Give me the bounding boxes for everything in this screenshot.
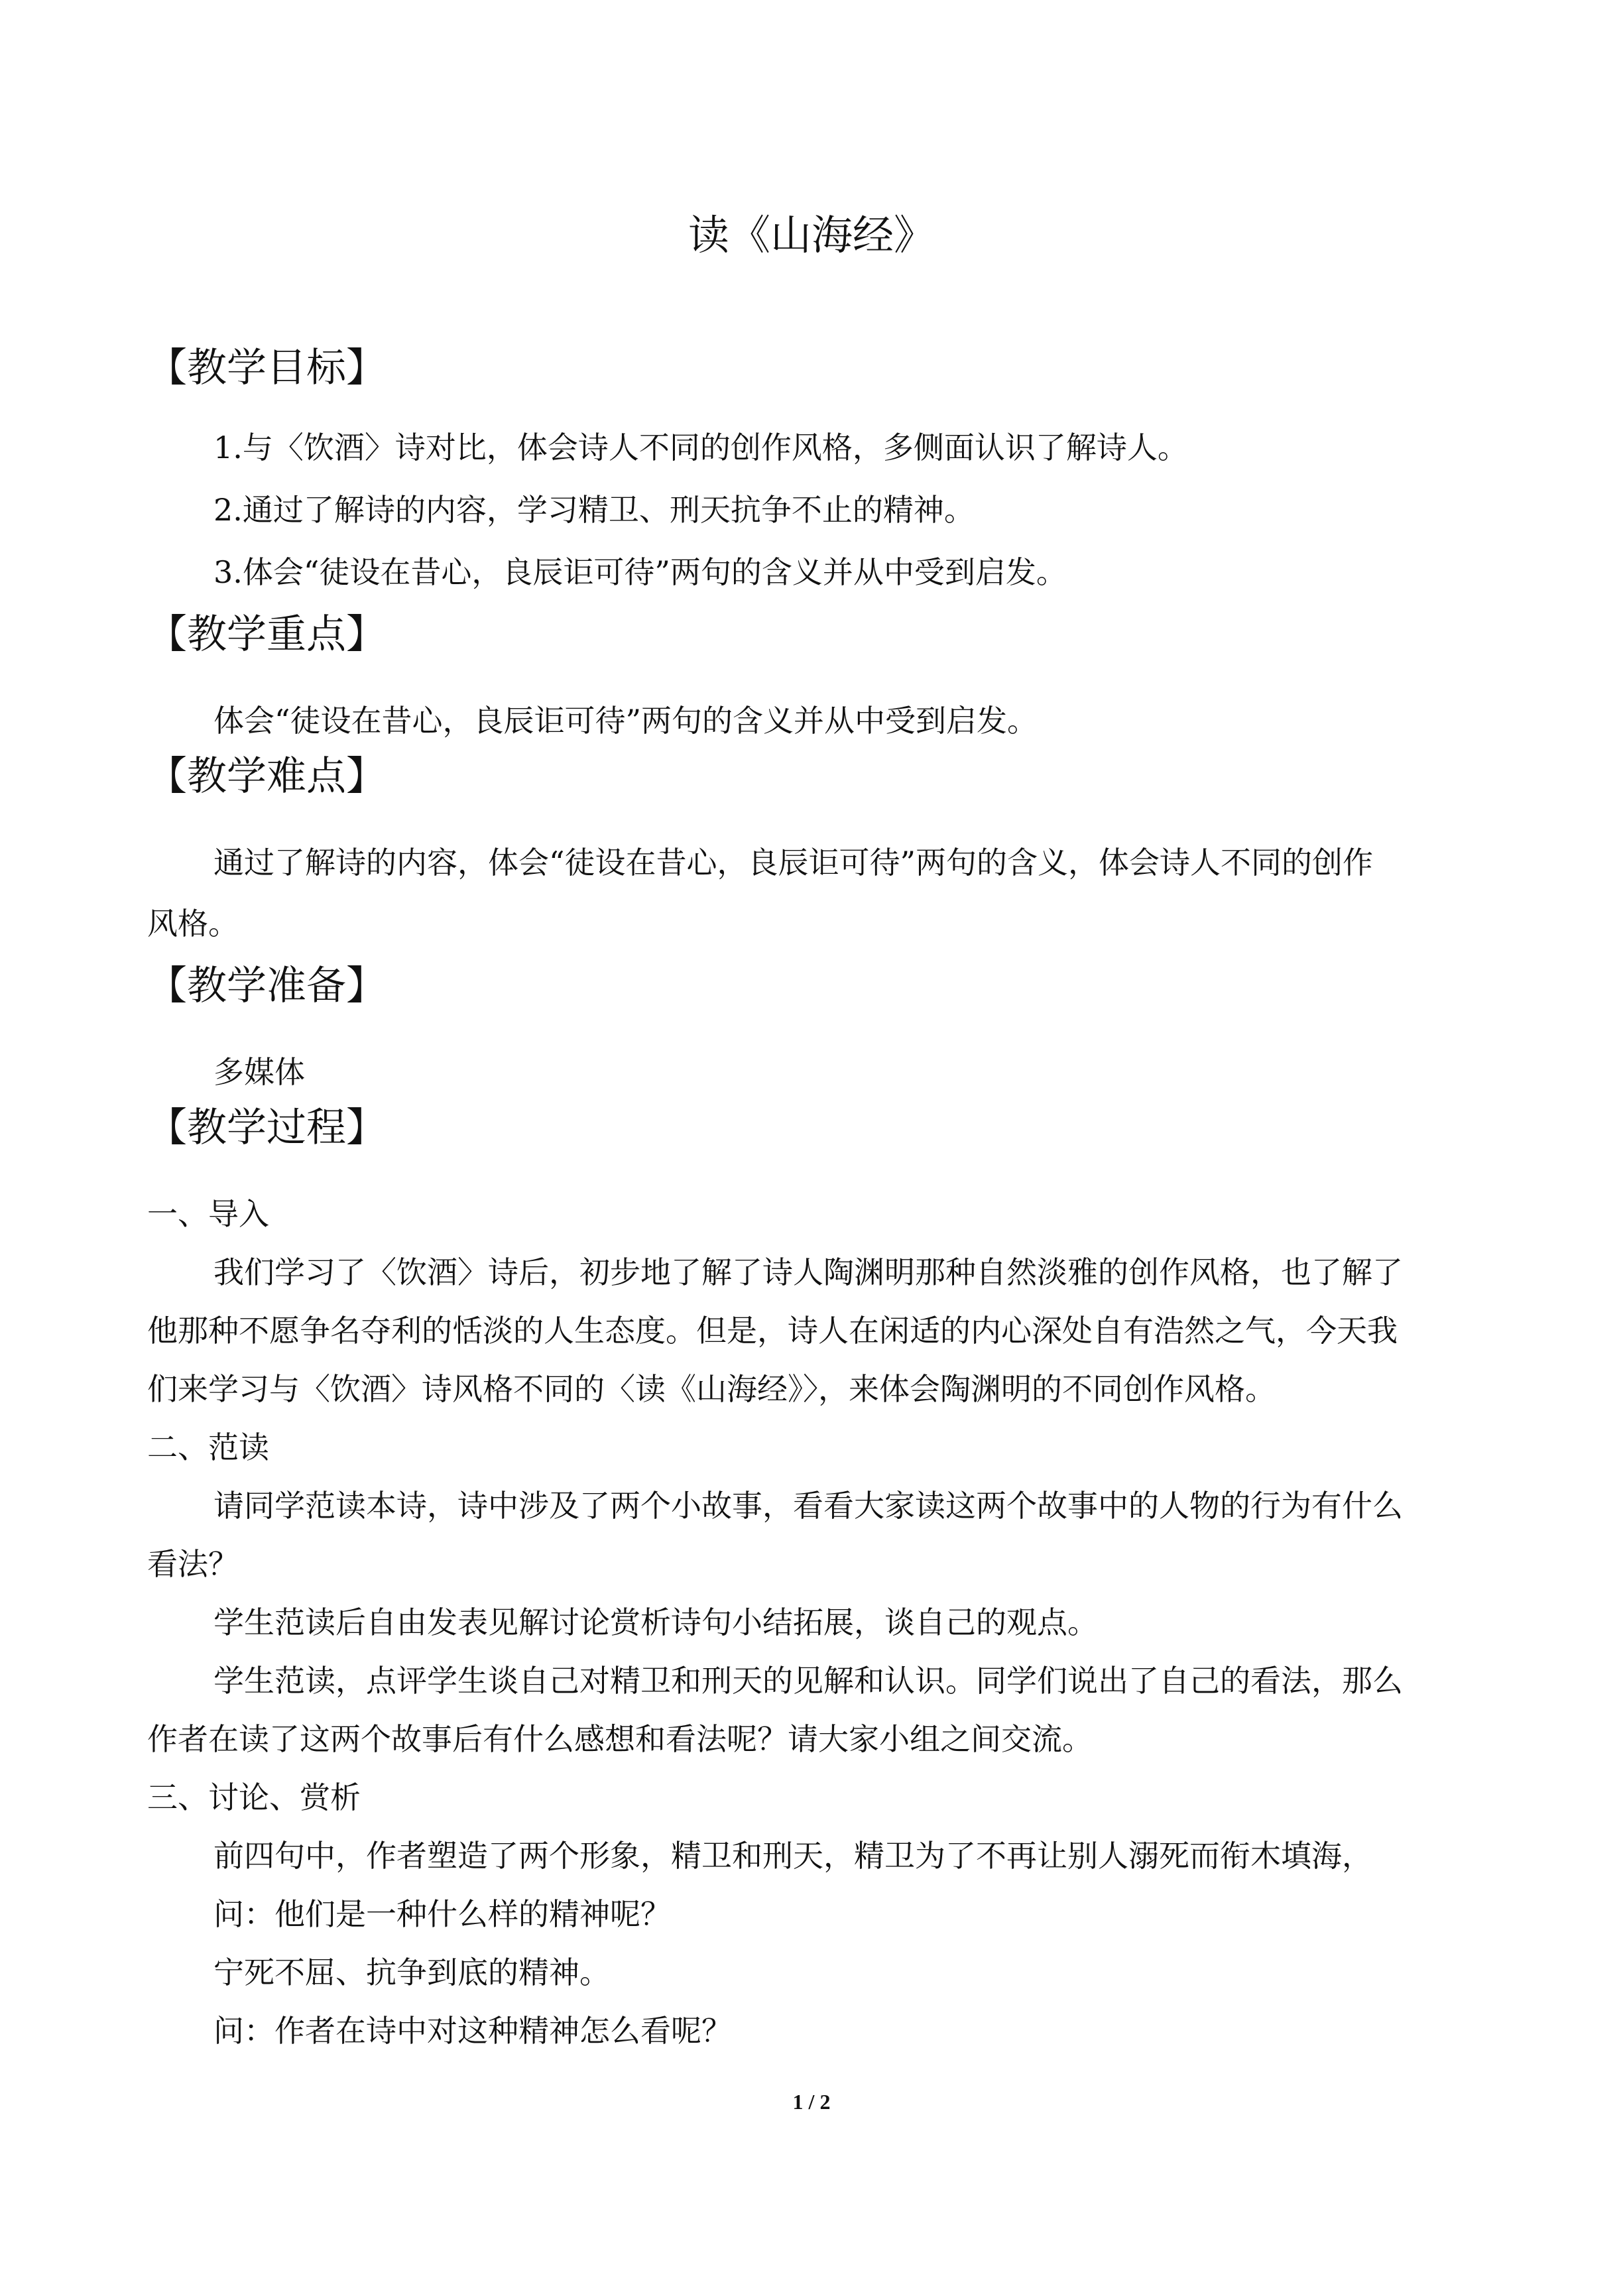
- page-number: 1 / 2: [792, 2090, 831, 2114]
- heading-key-points: 【教学重点】: [147, 611, 386, 658]
- heading-goals: 【教学目标】: [147, 345, 386, 391]
- goal-item-2: 2.通过了解诗的内容，学习精卫、刑天抗争不止的精神。: [213, 492, 975, 528]
- preparation-text: 多媒体: [213, 1054, 305, 1090]
- part-1-title: 一、导入: [147, 1196, 269, 1232]
- part-2-line-2: 看法？: [147, 1546, 239, 1582]
- heading-difficulties: 【教学难点】: [147, 753, 386, 800]
- part-3-title: 三、讨论、赏析: [147, 1780, 361, 1815]
- part-3-line-1: 前四句中，作者塑造了两个形象，精卫和刑天，精卫为了不再让别人溺死而衔木填海，: [213, 1838, 1372, 1874]
- part-1-line-2: 他那种不愿争名夺利的恬淡的人生态度。但是，诗人在闲适的内心深处自有浩然之气，今天我: [147, 1313, 1398, 1349]
- part-3-line-4: 问：作者在诗中对这种精神怎么看呢？: [213, 2013, 732, 2049]
- part-2-line-4: 学生范读，点评学生谈自己对精卫和刑天的见解和认识。同学们说出了自己的看法，那么: [213, 1663, 1403, 1699]
- heading-preparation: 【教学准备】: [147, 963, 386, 1009]
- part-2-line-5: 作者在读了这两个故事后有什么感想和看法呢？请大家小组之间交流。: [147, 1721, 1093, 1757]
- difficulties-line-1: 通过了解诗的内容，体会“徒设在昔心，良辰讵可待”两句的含义，体会诗人不同的创作: [213, 845, 1374, 880]
- part-2-line-1: 请同学范读本诗，诗中涉及了两个小故事，看看大家读这两个故事中的人物的行为有什么: [213, 1488, 1403, 1524]
- part-2-line-3: 学生范读后自由发表见解讨论赏析诗句小结拓展，谈自己的观点。: [213, 1604, 1098, 1640]
- part-2-title: 二、范读: [147, 1429, 269, 1465]
- key-points-text: 体会“徒设在昔心，良辰讵可待”两句的含义并从中受到启发。: [213, 703, 1038, 739]
- part-1-line-3: 们来学习与〈饮酒〉诗风格不同的〈读《山海经》〉，来体会陶渊明的不同创作风格。: [147, 1371, 1276, 1407]
- goal-item-1: 1.与〈饮酒〉诗对比，体会诗人不同的创作风格，多侧面认识了解诗人。: [213, 430, 1188, 465]
- goal-item-3: 3.体会“徒设在昔心，良辰讵可待”两句的含义并从中受到启发。: [213, 554, 1067, 590]
- part-3-line-2: 问：他们是一种什么样的精神呢？: [213, 1896, 671, 1932]
- difficulties-line-2: 风格。: [147, 906, 239, 941]
- document-title: 读《山海经》: [688, 211, 935, 259]
- part-3-line-3: 宁死不屈、抗争到底的精神。: [213, 1955, 610, 1990]
- part-1-line-1: 我们学习了〈饮酒〉诗后，初步地了解了诗人陶渊明那种自然淡雅的创作风格，也了解了: [213, 1254, 1403, 1290]
- heading-process: 【教学过程】: [147, 1105, 386, 1151]
